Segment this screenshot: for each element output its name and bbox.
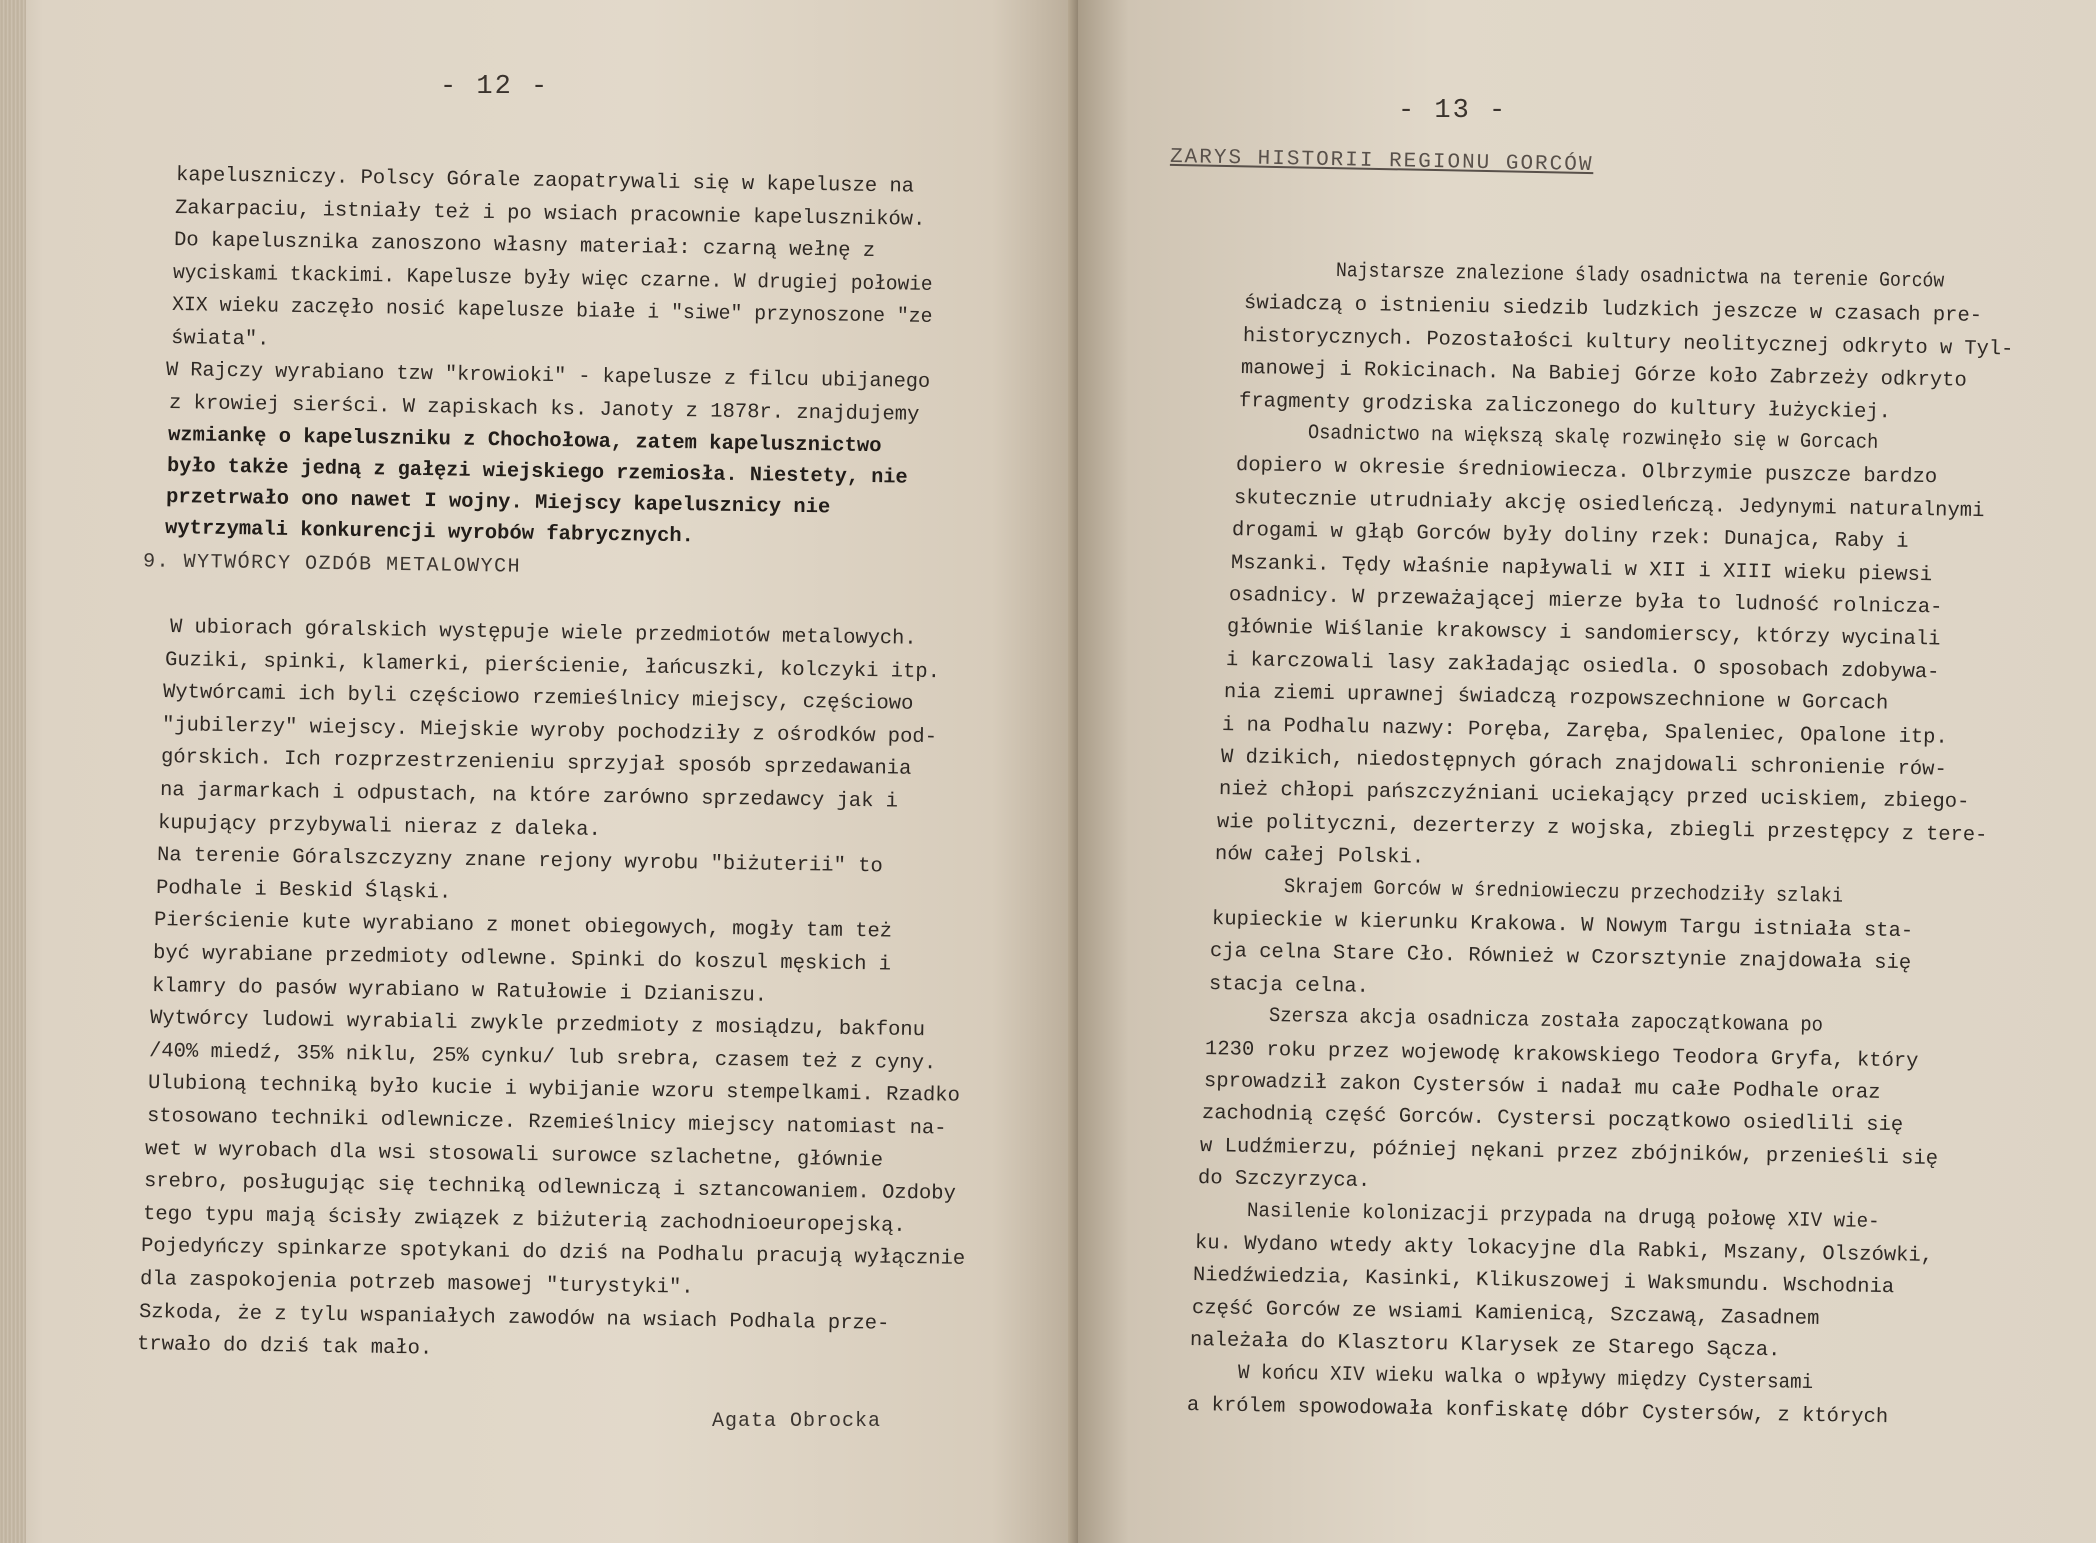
text-line: Szersza akcja osadnicza została zapoczątkowana po <box>1268 1005 1824 1038</box>
text-line: Zakarpaciu, istniały też i po wsiach pracownie kapeluszników. <box>174 196 926 232</box>
text-line: zachodnią część Gorców. Cystersi początkowo osiedlili się <box>1201 1102 1904 1138</box>
text-line: przetrwało ono nawet I wojny. Miejscy kapelusznicy nie <box>165 486 831 520</box>
text-line: manowej i Rokicinach. Na Babiej Górze koło Zabrzeży odkryto <box>1240 357 1967 393</box>
text-line: W końcu XIV wieku walka o wpływy między Cystersami <box>1237 1361 1814 1395</box>
text-line: W Rajczy wyrabiano tzw "krowioki" - kapelusze z filcu ubijanego <box>165 359 931 395</box>
text-line: nież chłopi pańszczyźniani uciekający przed uciskiem, zbiego- <box>1218 778 1970 815</box>
text-line: należała do Klasztoru Klarysek ze Starego Sącza. <box>1189 1329 1781 1363</box>
text-line: świata". <box>170 326 270 352</box>
text-line: stacja celna. <box>1208 972 1369 999</box>
author-signature: Agata Obrocka <box>712 1410 882 1433</box>
left-page-number: - 12 - <box>440 72 550 102</box>
text-line: Do kapelusznika zanoszono własny materiał: czarną wełnę z <box>173 229 876 264</box>
text-line: kapeluszniczy. Polscy Górale zaopatrywali się w kapelusze na <box>175 164 915 199</box>
text-line: Podhale i Beskid Śląski. <box>155 876 451 905</box>
chapter-title: ZARYS HISTORII REGIONU GORCÓW <box>1169 145 1594 178</box>
right-page-number: - 13 - <box>1398 96 1508 126</box>
text-line: XIX wieku zaczęło nosić kapelusze białe i "siwe" przynoszone "ze <box>171 294 933 329</box>
text-line: Najstarsze znalezione ślady osadnictwa na terenie Gorców <box>1335 260 1945 294</box>
text-line: Niedźwiedzia, Kasinki, Klikuszowej i Waksmundu. Wschodnia <box>1193 1264 1895 1300</box>
text-line: Pierścienie kute wyrabiano z monet obiegowych, mogły tam też <box>154 909 893 944</box>
right-page <box>1078 0 2096 1543</box>
text-line: osadnicy. W przeważającej mierze była to ludność rolnicza- <box>1228 584 1943 620</box>
text-line: wytrzymali konkurencji wyrobów fabrycznych. <box>164 517 695 549</box>
text-line: dopiero w okresie średniowiecza. Olbrzymie puszcze bardzo <box>1235 454 1938 490</box>
text-line: sprowadził zakon Cystersów i nadał mu całe Podhale oraz <box>1203 1070 1881 1105</box>
text-line: dla zaspokojenia potrzeb masowej "turystyki". <box>139 1268 694 1300</box>
text-line: fragmenty grodziska zaliczonego do kultury łużyckiej. <box>1238 389 1892 424</box>
text-line: Pojedyńczy spinkarze spotykani do dziś na Podhalu pracują wyłącznie <box>141 1235 966 1272</box>
text-line: być wyrabiane przedmioty odlewne. Spinki do koszul męskich i <box>152 942 892 977</box>
text-line: skutecznie utrudniały akcję osiedleńczą. Jedynymi naturalnymi <box>1233 486 1985 523</box>
text-line: trwało do dziś tak mało. <box>137 1333 433 1361</box>
text-line: głównie Wiślanie krakowscy i sandomierscy, którzy wycinali <box>1227 616 1941 652</box>
text-line: srebro, posługując się techniką odlewniczą i sztancowaniem. Ozdoby <box>143 1170 956 1206</box>
text-line: Skrajem Gorców w średniowieczu przechodziły szlaki <box>1283 875 1843 909</box>
text-line: a królem spowodowała konfiskatę dóbr Cystersów, z których <box>1186 1394 1888 1430</box>
text-line: część Gorców ze wsiami Kamienicą, Szczawą, Zasadnem <box>1191 1296 1820 1331</box>
text-line: stosowano techniki odlewnicze. Rzemieślnicy miejscy natomiast na- <box>146 1105 947 1141</box>
text-line: klamry do pasów wyrabiano w Ratułowie i Dzianiszu. <box>151 974 767 1008</box>
text-line: wyciskami tkackimi. Kapelusze były więc czarne. W drugiej połowie <box>172 261 933 297</box>
text-line: do Szczyrzyca. <box>1198 1167 1371 1194</box>
text-line: "jubilerzy" wiejscy. Miejskie wyroby pochodziły z ośrodków pod- <box>161 713 938 749</box>
text-line: w Ludźmierzu, później nękani przez zbójników, przenieśli się <box>1199 1134 1939 1171</box>
text-line: Osadnictwo na większą skalę rozwinęło się w Gorcach <box>1307 422 1878 455</box>
text-line: kupujący przybywali nieraz z daleka. <box>158 811 602 842</box>
text-line: Guziki, spinki, klamerki, pierścienie, łańcuszki, kolczyki itp. <box>164 648 940 684</box>
text-line: historycznych. Pozostałości kultury neolitycznej odkryto w Tyl- <box>1242 324 2014 362</box>
text-line: Ulubioną techniką było kucie i wybijanie wzoru stempelkami. Rzadko <box>147 1072 960 1109</box>
text-line: z krowiej sierści. W zapiskach ks. Janoty z 1878r. znajdujemy <box>168 391 920 427</box>
text-line: i karczowali lasy zakładając osiedla. O sposobach zdobywa- <box>1225 648 1940 685</box>
text-line: W ubiorach góralskich występuje wiele przedmiotów metalowych. <box>169 616 917 651</box>
text-line: Szkoda, że z tylu wspaniałych zawodów na wsiach Podhala prze- <box>138 1300 890 1336</box>
text-line: drogami w głąb Gorców były doliny rzek: Dunajca, Raby i <box>1232 519 1910 554</box>
text-line: i na Podhalu nazwy: Poręba, Zaręba, Spaleniec, Opalone itp. <box>1221 713 1949 750</box>
text-line: Mszanki. Tędy właśnie napływali w XII i XIII wieku piewsi <box>1230 551 1933 587</box>
page-edges <box>0 0 26 1543</box>
text-line: Wytwórcy ludowi wyrabiali zwykle przedmioty z mosiądzu, bakfonu <box>150 1007 926 1043</box>
text-line: nów całej Polski. <box>1215 843 1425 870</box>
text-line: Nasilenie kolonizacji przypada na drugą połowę XIV wie- <box>1246 1199 1880 1234</box>
text-line: Wytwórcami ich byli częściowo rzemieślnicy miejscy, częściowo <box>163 681 914 716</box>
text-line: W dzikich, niedostępnych górach znajdowali schronienie rów- <box>1220 746 1947 782</box>
text-line: nia ziemi uprawnej świadczą rozpowszechnione w Gorcach <box>1223 681 1889 716</box>
text-line: cja celna Stare Cło. Również w Czorsztynie znajdowała się <box>1210 940 1912 976</box>
text-line: /40% miedź, 35% niklu, 25% cynku/ lub srebra, czasem też z cyny. <box>148 1039 937 1076</box>
text-line: wie polityczni, dezerterzy z wojska, zbiegli przestępcy z tere- <box>1216 810 1988 848</box>
text-line: wzmiankę o kapeluszniku z Chochołowa, zatem kapelusznictwo <box>167 424 882 459</box>
text-line: kupieckie w kierunku Krakowa. W Nowym Targu istniała sta- <box>1211 908 1914 944</box>
text-line: świadczą o istnieniu siedzib ludzkich jeszcze w czasach pre- <box>1244 292 1983 329</box>
text-line: było także jedną z gałęzi wiejskiego rzemiosła. Niestety, nie <box>166 455 908 490</box>
text-line: górskich. Ich rozprzestrzenieniu sprzyjał sposób sprzedawania <box>160 746 912 782</box>
section-heading: 9. WYTWÓRCY OZDÓB METALOWYCH <box>142 550 522 579</box>
text-line: 1230 roku przez wojewodę krakowskiego Teodora Gryfa, który <box>1204 1037 1919 1074</box>
text-line: wet w wyrobach dla wsi stosowali surowce szlachetne, głównie <box>145 1137 884 1173</box>
text-line: ku. Wydano wtedy akty lokacyjne dla Rabki, Mszany, Olszówki, <box>1194 1232 1934 1268</box>
text-line: na jarmarkach i odpustach, na które zarówno sprzedawcy jak i <box>159 779 898 814</box>
text-line: Na terenie Góralszczyzny znane rejony wyrobu "biżuterii" to <box>156 844 883 879</box>
text-line: tego typu mają ścisły związek z biżuterią zachodnioeuropejską. <box>142 1202 906 1238</box>
